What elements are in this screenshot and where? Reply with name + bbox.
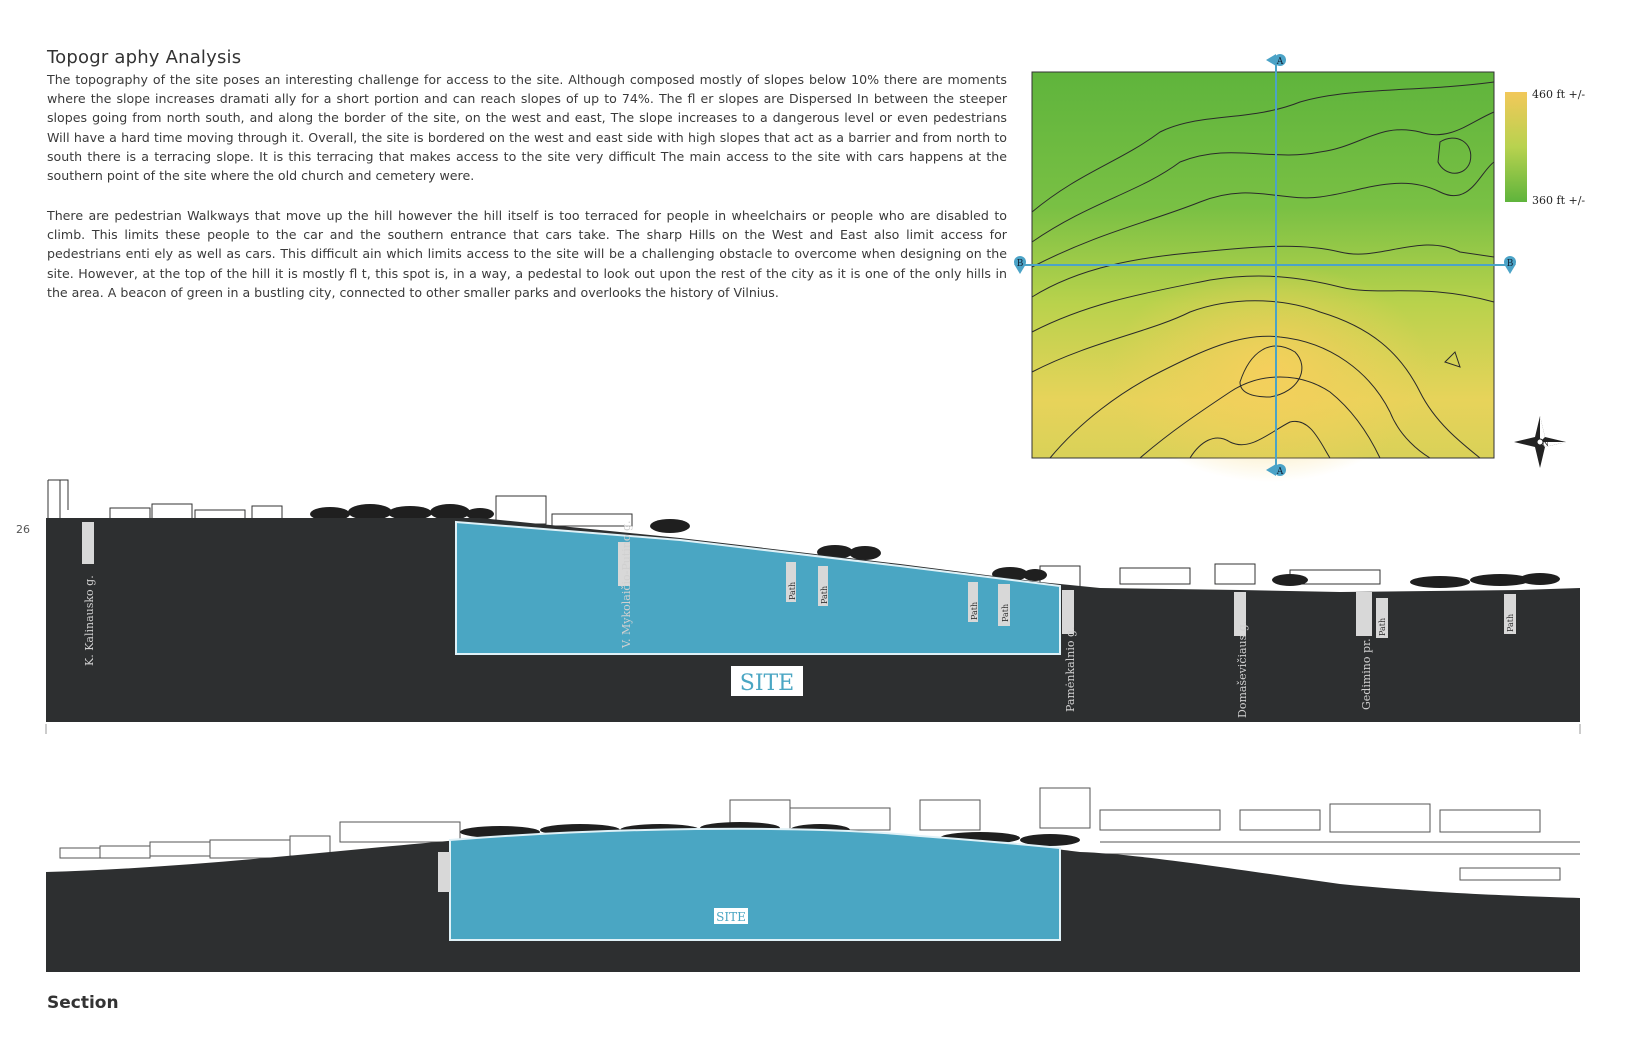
svg-text:Path: Path [1506, 613, 1515, 632]
svg-text:Path: Path [820, 585, 829, 604]
page-number: 26 [16, 523, 30, 536]
analysis-paragraph-1: The topography of the site poses an interesting challenge for access to the site. Although composed mostly of slopes below 10% there are moments where the slope increases dramati ally for a short portion and can reach slopes of up to 74%. The fl er slopes are Dispersed In between the steeper slopes going from north south, and along the border of the site, on the west and east, The slope increases to a dangerous level or even pedestrians Will have a hard time moving through it. Overall, the site is bordered on the west and east side with high slopes that act as a barrier and from north to south there is a terracing slope. It is this terracing that makes access to the site very difficult The main access to the site with cars happens at the southern point of the site where the old church and cemetery were. [47, 72, 1007, 184]
svg-text:Path: Path [788, 581, 797, 600]
legend-high-label: 460 ft +/- [1532, 88, 1586, 101]
svg-text:Path: Path [1378, 617, 1387, 636]
page-title: Topogr aphy Analysis [47, 47, 242, 68]
elevation-legend [1505, 88, 1585, 207]
street-label-kalinausko: K. Kalinausko g. [83, 575, 96, 666]
analysis-paragraph-2: There are pedestrian Walkways that move up the hill however the hill itself is too terraced for people in wheelchairs or people who are disabled to climb. This limits these people to the car and the southern entrance that cars take. The sharp Hills on the West and East also limit access for pedestrians enti ely as well as cars. This difficult ain which limits access to the site will be a challenging obstacle to overcome when designing on the site. However, at the top of the hill it is mostly fl t, this spot is, in a way, a pedestal to look out upon the rest of the city as it is one of the only hills in the area. A beacon of green in a bustling city, connected to other smaller parks and overlooks the history of Vilnius. [47, 208, 1007, 300]
site-label-box-b [714, 908, 748, 924]
section-b-drawing [40, 780, 1600, 1000]
street-label-mykolaicio: V. Mykolaičio-Putino g. [620, 520, 633, 648]
street-label-domaseviciaus: Domaševičiaus g. [1236, 620, 1249, 718]
section-marker-b-right [1504, 256, 1516, 274]
street-marker-b [438, 852, 450, 892]
svg-text:N: N [1542, 439, 1549, 448]
site-label-box [731, 666, 803, 696]
section-marker-a-top [1266, 54, 1286, 67]
svg-text:A: A [1276, 57, 1284, 67]
svg-text:B: B [1506, 259, 1514, 269]
svg-text:B: B [1016, 259, 1024, 269]
site-volume-b [450, 829, 1060, 940]
section-title: Section [47, 993, 119, 1013]
street-label-pamenkalnio: Pamėnkalnio g. [1064, 626, 1077, 712]
topography-map [1000, 52, 1600, 482]
section-marker-b-left [1014, 256, 1026, 274]
svg-text:SITE: SITE [739, 671, 795, 696]
svg-text:Path: Path [970, 601, 979, 620]
svg-text:A: A [1276, 467, 1284, 477]
svg-text:Path: Path [1001, 603, 1010, 622]
north-arrow-icon [1514, 416, 1566, 468]
svg-text:SITE: SITE [716, 910, 746, 924]
section-a-drawing [40, 470, 1600, 742]
street-label-gedimino: Gedimino pr. [1360, 638, 1373, 710]
legend-low-label: 360 ft +/- [1532, 194, 1586, 207]
